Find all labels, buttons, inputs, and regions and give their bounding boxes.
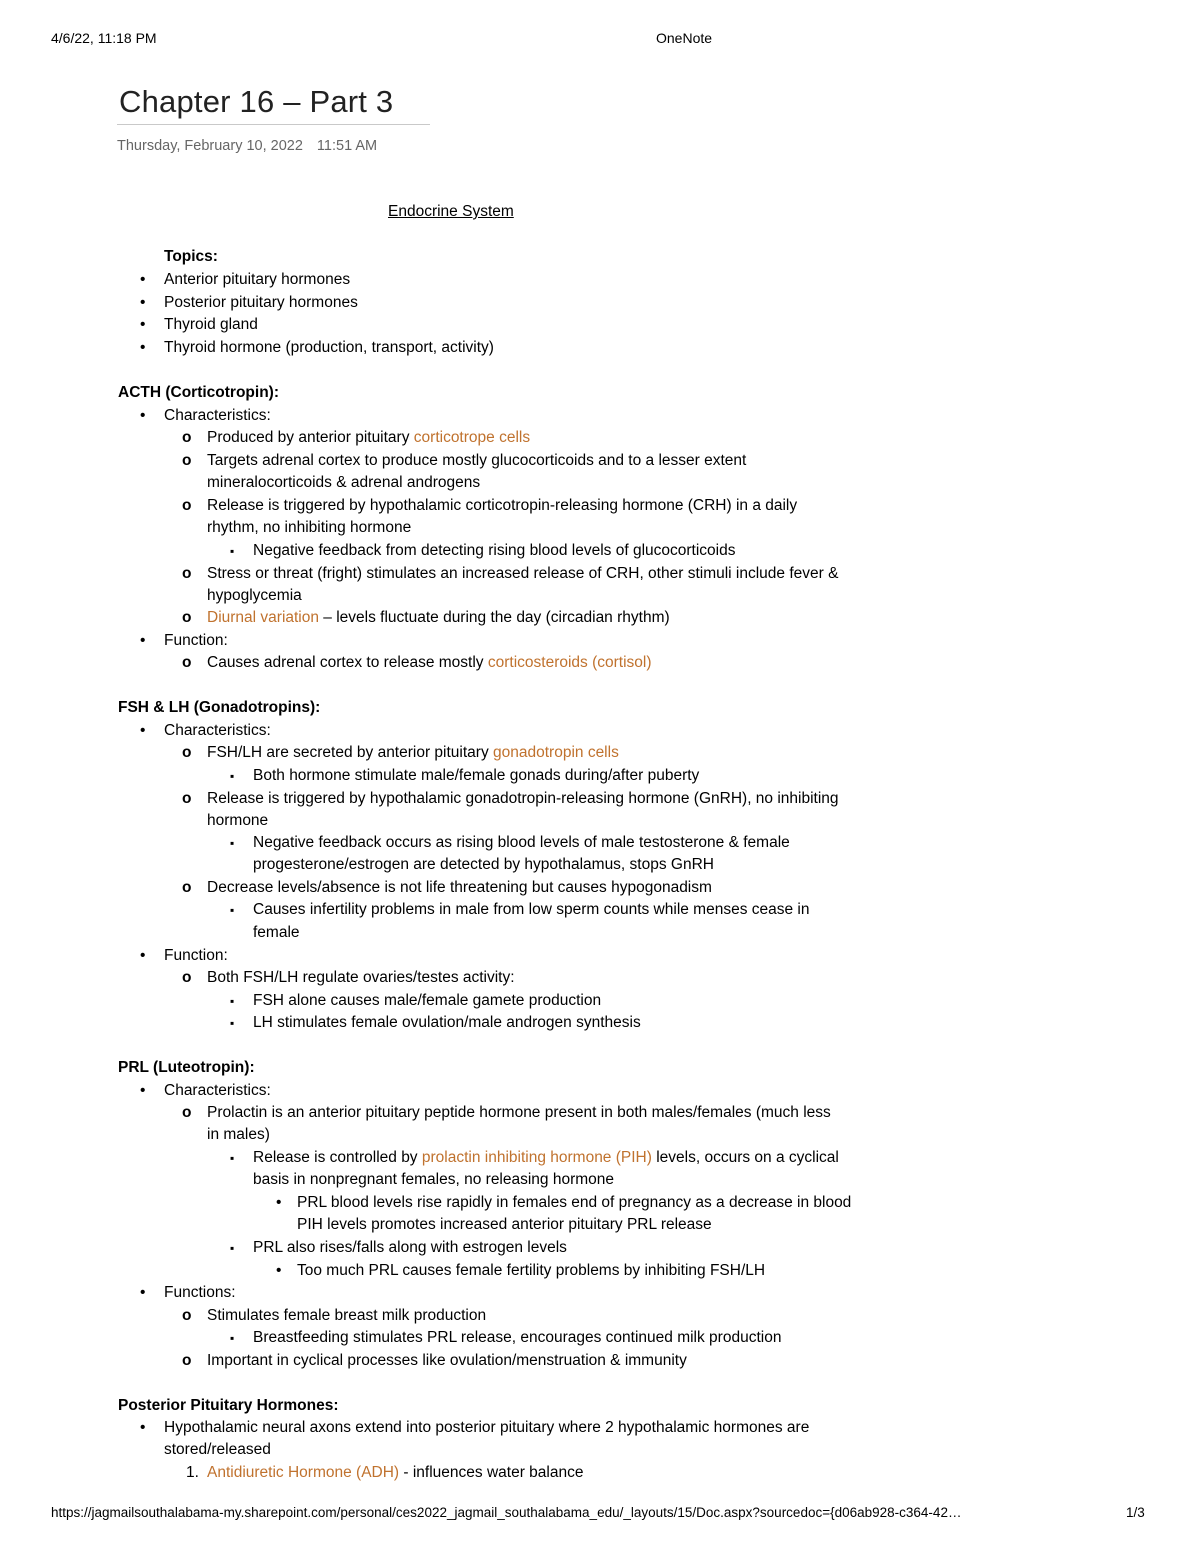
list-item: Causes infertility problems in male from low sperm counts while menses cease in: [253, 901, 810, 918]
list-item: Thyroid gland: [164, 316, 258, 333]
list-item: PRL also rises/falls along with estrogen levels: [253, 1239, 567, 1256]
list-item: Important in cyclical processes like ovulation/menstruation & immunity: [207, 1352, 687, 1369]
list-item-continuation: mineralocorticoids & adrenal androgens: [207, 474, 481, 491]
topics-heading: Topics:: [164, 248, 218, 265]
list-item: Causes adrenal cortex to release mostly corticosteroids (cortisol): [207, 654, 652, 671]
list-item: Characteristics:: [164, 1082, 271, 1099]
bullet-icon: [140, 292, 145, 315]
circle-bullet-icon: o: [182, 609, 192, 626]
list-item: LH stimulates female ovulation/male androgen synthesis: [253, 1014, 641, 1031]
list-item: Breastfeeding stimulates PRL release, encourages continued milk production: [253, 1329, 782, 1346]
print-datetime: 4/6/22, 11:18 PM: [51, 30, 157, 46]
list-item: FSH alone causes male/female gamete production: [253, 992, 602, 1009]
circle-bullet-icon: o: [182, 1352, 192, 1369]
list-item: Antidiuretic Hormone (ADH) - influences water balance: [207, 1464, 584, 1481]
square-bullet-icon: [230, 765, 234, 788]
print-app-name: OneNote: [656, 30, 713, 46]
list-item: Characteristics:: [164, 407, 271, 424]
list-item: Hypothalamic neural axons extend into posterior pituitary where 2 hypothalamic hormones are: [164, 1419, 810, 1436]
bullet-icon: [140, 405, 145, 428]
circle-bullet-icon: o: [182, 1104, 192, 1121]
bullet-icon: [140, 269, 145, 292]
bullet-icon: [140, 630, 145, 653]
circle-bullet-icon: o: [182, 744, 192, 761]
bullet-icon: [140, 314, 145, 337]
list-item: PRL blood levels rise rapidly in females end of pregnancy as a decrease in blood: [297, 1194, 852, 1211]
list-item-continuation: progesterone/estrogen are detected by hypothalamus, stops GnRH: [253, 856, 714, 873]
list-number: 1.: [186, 1464, 199, 1481]
acth-heading: ACTH (Corticotropin):: [118, 384, 279, 401]
bullet-icon: [140, 1417, 145, 1440]
square-bullet-icon: [230, 1147, 234, 1170]
bullet-icon: [276, 1192, 281, 1215]
print-url: https://jagmailsouthalabama-my.sharepoint.com/personal/ces2022_jagmail_southalabama_edu/_layouts/15/Doc.aspx?sourcedoc={d06ab928-c364-42…: [51, 1505, 962, 1520]
bullet-icon: [140, 337, 145, 360]
list-item: Posterior pituitary hormones: [164, 294, 358, 311]
square-bullet-icon: [230, 990, 234, 1013]
list-item-continuation: PIH levels promotes increased anterior pituitary PRL release: [297, 1216, 712, 1233]
fsh-lh-heading: FSH & LH (Gonadotropins):: [118, 699, 321, 716]
page-date: Thursday, February 10, 2022: [117, 138, 303, 154]
title-divider: [117, 124, 430, 125]
circle-bullet-icon: o: [182, 565, 192, 582]
list-item: Stimulates female breast milk production: [207, 1307, 487, 1324]
list-item: Release is triggered by hypothalamic corticotropin-releasing hormone (CRH) in a daily: [207, 497, 798, 514]
list-item: Negative feedback from detecting rising blood levels of glucocorticoids: [253, 542, 736, 559]
list-item-continuation: female: [253, 924, 300, 941]
circle-bullet-icon: o: [182, 1307, 192, 1324]
posterior-heading: Posterior Pituitary Hormones:: [118, 1397, 339, 1414]
square-bullet-icon: [230, 832, 234, 855]
page-meta: [117, 138, 391, 154]
list-item: Anterior pituitary hormones: [164, 271, 351, 288]
page-time: 11:51 AM: [316, 138, 378, 154]
square-bullet-icon: [230, 1012, 234, 1035]
list-item: Thyroid hormone (production, transport, activity): [164, 339, 494, 356]
square-bullet-icon: [230, 540, 234, 563]
list-item: Diurnal variation – levels fluctuate during the day (circadian rhythm): [207, 609, 670, 626]
bullet-icon: [276, 1260, 281, 1283]
list-item-continuation: hypoglycemia: [207, 587, 302, 604]
list-item: Prolactin is an anterior pituitary peptide hormone present in both males/females (much less: [207, 1104, 831, 1121]
list-item: Both hormone stimulate male/female gonads during/after puberty: [253, 767, 700, 784]
circle-bullet-icon: o: [182, 654, 192, 671]
list-item: Function:: [164, 947, 228, 964]
circle-bullet-icon: o: [182, 969, 192, 986]
bullet-icon: [140, 1282, 145, 1305]
square-bullet-icon: [230, 1237, 234, 1260]
list-item: Release is triggered by hypothalamic gonadotropin-releasing hormone (GnRH), no inhibiting: [207, 790, 839, 807]
list-item: FSH/LH are secreted by anterior pituitary gonadotropin cells: [207, 744, 619, 761]
list-item: Functions:: [164, 1284, 236, 1301]
bullet-icon: [140, 720, 145, 743]
list-item: Targets adrenal cortex to produce mostly glucocorticoids and to a lesser extent: [207, 452, 747, 469]
circle-bullet-icon: o: [182, 879, 192, 896]
list-item: Produced by anterior pituitary corticotrope cells: [207, 429, 531, 446]
circle-bullet-icon: o: [182, 497, 192, 514]
list-item-continuation: stored/released: [164, 1441, 271, 1458]
circle-bullet-icon: o: [182, 429, 192, 446]
list-item: Stress or threat (fright) stimulates an increased release of CRH, other stimuli include fever &: [207, 565, 839, 582]
print-page-count: 1/3: [1126, 1505, 1145, 1520]
square-bullet-icon: [230, 899, 234, 922]
bullet-icon: [140, 945, 145, 968]
list-item: Too much PRL causes female fertility problems by inhibiting FSH/LH: [297, 1262, 766, 1279]
bullet-icon: [140, 1080, 145, 1103]
list-item-continuation: rhythm, no inhibiting hormone: [207, 519, 412, 536]
list-item: Negative feedback occurs as rising blood levels of male testosterone & female: [253, 834, 790, 851]
prl-heading: PRL (Luteotropin):: [118, 1059, 255, 1076]
list-item: Function:: [164, 632, 228, 649]
list-item: Release is controlled by prolactin inhibiting hormone (PIH) levels, occurs on a cyclical: [253, 1149, 839, 1166]
list-item-continuation: basis in nonpregnant females, no releasing hormone: [253, 1171, 615, 1188]
list-item-continuation: in males): [207, 1126, 270, 1143]
list-item: Decrease levels/absence is not life threatening but causes hypogonadism: [207, 879, 712, 896]
page-title: Chapter 16 – Part 3: [119, 84, 394, 119]
section-title: Endocrine System: [388, 203, 514, 220]
circle-bullet-icon: o: [182, 790, 192, 807]
list-item: Both FSH/LH regulate ovaries/testes activity:: [207, 969, 515, 986]
square-bullet-icon: [230, 1327, 234, 1350]
list-item-continuation: hormone: [207, 812, 269, 829]
list-item: Characteristics:: [164, 722, 271, 739]
circle-bullet-icon: o: [182, 452, 192, 469]
